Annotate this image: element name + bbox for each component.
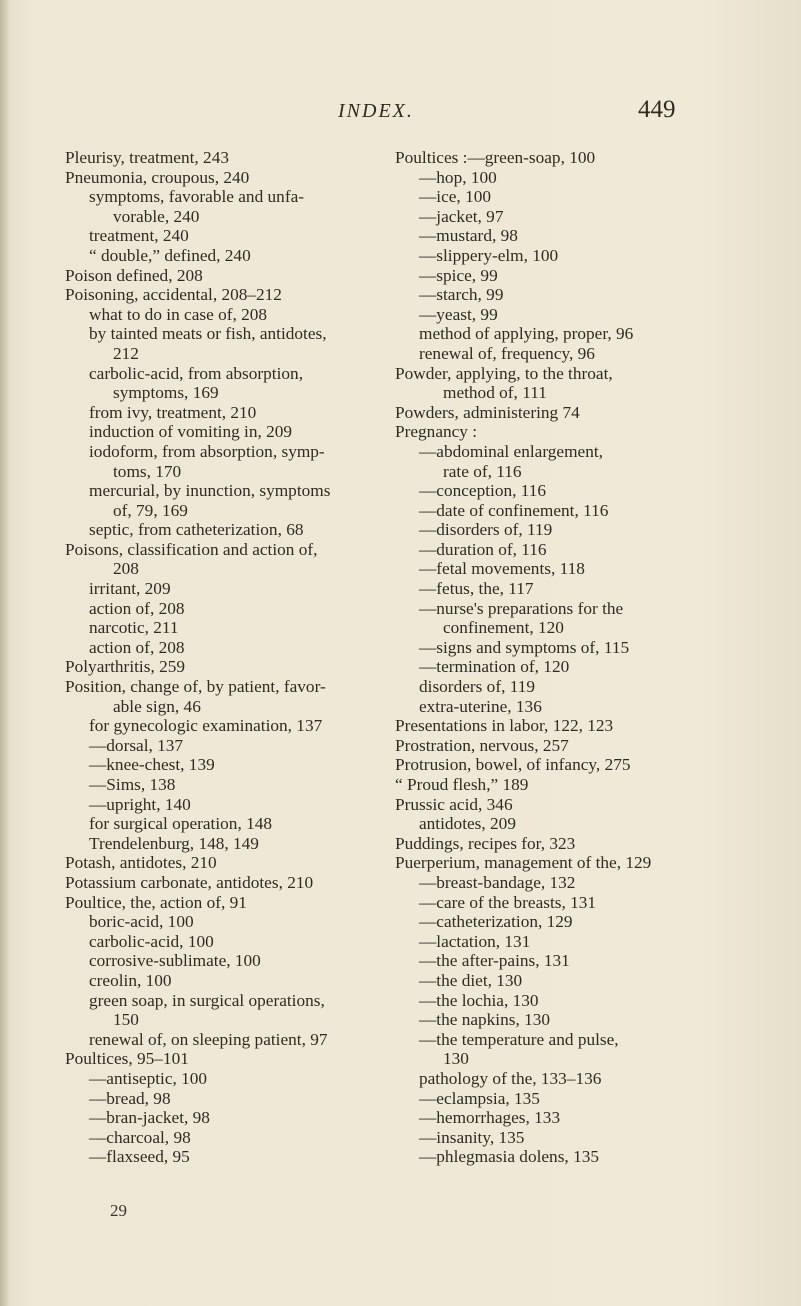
- index-entry: action of, 208: [89, 637, 185, 657]
- index-entry: septic, from catheterization, 68: [89, 520, 304, 540]
- index-entry: —fetus, the, 117: [419, 579, 534, 599]
- index-entry: able sign, 46: [113, 696, 201, 716]
- index-entry: Puddings, recipes for, 323: [395, 833, 576, 853]
- index-entry: —upright, 140: [89, 794, 191, 814]
- index-entry: for gynecologic examination, 137: [89, 716, 323, 736]
- running-header: [0, 96, 801, 134]
- index-entry: boric-acid, 100: [89, 912, 194, 932]
- index-entry: action of, 208: [89, 598, 185, 618]
- index-entry: —bran-jacket, 98: [89, 1108, 210, 1128]
- index-entry: creolin, 100: [89, 970, 172, 990]
- index-entry: method of, 111: [443, 383, 547, 403]
- index-entry: toms, 170: [113, 461, 182, 481]
- index-entry: Powders, administering 74: [395, 402, 580, 422]
- index-entry: symptoms, 169: [113, 383, 219, 403]
- index-entry: irritant, 209: [89, 579, 171, 599]
- index-column-right: [395, 148, 725, 1167]
- index-column-left: [65, 148, 377, 1167]
- index-entry: —termination of, 120: [419, 657, 570, 677]
- index-entry: —care of the breasts, 131: [419, 892, 597, 912]
- index-entry: induction of vomiting in, 209: [89, 422, 293, 442]
- index-entry: confinement, 120: [443, 618, 564, 638]
- index-entry: —breast-bandage, 132: [419, 872, 576, 892]
- index-entry: carbolic-acid, from absorption,: [89, 363, 304, 383]
- index-entry: Position, change of, by patient, favor-: [65, 677, 326, 697]
- index-entry: Poultices, 95–101: [65, 1049, 189, 1069]
- index-entry: Pregnancy :: [395, 422, 478, 442]
- index-entry: green soap, in surgical operations,: [89, 990, 325, 1010]
- index-entry: —dorsal, 137: [89, 735, 184, 755]
- page-gutter-shadow: [0, 0, 10, 1306]
- index-entry: 212: [113, 343, 139, 363]
- index-entry: treatment, 240: [89, 226, 189, 246]
- index-entry: —the after-pains, 131: [419, 951, 570, 971]
- index-entry: —starch, 99: [419, 285, 504, 305]
- index-entry: Poultices :—green-soap, 100: [395, 148, 596, 167]
- index-entry: —slippery-elm, 100: [419, 245, 559, 265]
- index-entry: —Sims, 138: [89, 775, 176, 794]
- index-entry: Poultice, the, action of, 91: [65, 892, 247, 912]
- index-entry: “ double,” defined, 240: [89, 245, 251, 265]
- index-entry: symptoms, favorable and unfa-: [89, 187, 304, 207]
- index-entry: Poisons, classification and action of,: [65, 539, 318, 559]
- index-entry: —eclampsia, 135: [419, 1088, 540, 1108]
- index-entry: —the lochia, 130: [419, 990, 539, 1010]
- index-entry: antidotes, 209: [419, 814, 516, 834]
- index-entry: —knee-chest, 139: [89, 755, 215, 775]
- index-entry: extra-uterine, 136: [419, 696, 542, 716]
- index-entry: —the diet, 130: [419, 970, 523, 990]
- index-entry: Polyarthritis, 259: [65, 657, 186, 677]
- index-entry: what to do in case of, 208: [89, 304, 268, 324]
- index-entry: —hemorrhages, 133: [419, 1108, 561, 1128]
- index-entry: mercurial, by inunction, symptoms: [89, 481, 331, 501]
- signature-mark: 29: [110, 1201, 127, 1220]
- index-entry: —disorders of, 119: [419, 520, 553, 540]
- index-entry: Prussic acid, 346: [395, 794, 513, 814]
- index-entry: —the napkins, 130: [419, 1010, 551, 1030]
- index-entry: —signs and symptoms of, 115: [419, 637, 630, 657]
- index-entry: —mustard, 98: [419, 226, 518, 246]
- index-entry: —insanity, 135: [419, 1127, 525, 1147]
- index-entry: —lactation, 131: [419, 931, 531, 951]
- index-entry: Protrusion, bowel, of infancy, 275: [395, 755, 631, 775]
- index-entry: Prostration, nervous, 257: [395, 735, 569, 755]
- index-entry: of, 79, 169: [113, 500, 188, 520]
- index-entry: —date of confinement, 116: [419, 500, 609, 520]
- index-entry: method of applying, proper, 96: [419, 324, 634, 344]
- index-entry: Potash, antidotes, 210: [65, 853, 217, 873]
- index-entry: Trendelenburg, 148, 149: [89, 833, 259, 853]
- index-entry: —nurse's preparations for the: [419, 598, 624, 618]
- index-entry: —yeast, 99: [419, 304, 498, 324]
- index-entry: for surgical operation, 148: [89, 814, 273, 834]
- index-entry: 150: [113, 1010, 139, 1030]
- index-entry: —abdominal enlargement,: [419, 441, 603, 461]
- index-entry: by tainted meats or fish, antidotes,: [89, 324, 327, 344]
- index-entry: Poisoning, accidental, 208–212: [65, 285, 282, 305]
- index-entry: —antiseptic, 100: [89, 1068, 208, 1088]
- index-entry: pathology of the, 133–136: [419, 1068, 602, 1088]
- index-entry: Powder, applying, to the throat,: [395, 363, 613, 383]
- index-entry: Pleurisy, treatment, 243: [65, 148, 229, 167]
- index-entry: Pneumonia, croupous, 240: [65, 167, 250, 187]
- index-entry: 208: [113, 559, 139, 579]
- index-entry: rate of, 116: [443, 461, 522, 481]
- index-entry: carbolic-acid, 100: [89, 931, 214, 951]
- index-entry: narcotic, 211: [89, 618, 179, 638]
- running-title: INDEX.: [338, 100, 414, 122]
- index-entry: vorable, 240: [113, 206, 200, 226]
- index-entry: —hop, 100: [419, 167, 497, 187]
- index-entry: —phlegmasia dolens, 135: [419, 1147, 599, 1167]
- index-entry: —duration of, 116: [419, 539, 547, 559]
- index-entry: Presentations in labor, 122, 123: [395, 716, 614, 736]
- index-entry: Potassium carbonate, antidotes, 210: [65, 872, 314, 892]
- index-entry: “ Proud flesh,” 189: [395, 775, 529, 794]
- index-entry: —conception, 116: [419, 481, 547, 501]
- index-entry: —jacket, 97: [419, 206, 504, 226]
- index-entry: Poison defined, 208: [65, 265, 203, 285]
- index-entry: —charcoal, 98: [89, 1127, 191, 1147]
- index-entry: —bread, 98: [89, 1088, 171, 1108]
- index-entry: 130: [443, 1049, 469, 1069]
- index-entry: —spice, 99: [419, 265, 498, 285]
- index-entry: iodoform, from absorption, symp-: [89, 441, 325, 461]
- index-entry: —catheterization, 129: [419, 912, 573, 932]
- index-entry: renewal of, on sleeping patient, 97: [89, 1029, 328, 1049]
- index-entry: —fetal movements, 118: [419, 559, 585, 579]
- index-entry: —flaxseed, 95: [89, 1147, 190, 1167]
- index-entry: disorders of, 119: [419, 677, 535, 697]
- index-entry: Puerperium, management of the, 129: [395, 853, 652, 873]
- page-number: 449: [638, 96, 676, 123]
- index-entry: renewal of, frequency, 96: [419, 343, 595, 363]
- index-entry: —ice, 100: [419, 187, 491, 207]
- index-entry: from ivy, treatment, 210: [89, 402, 257, 422]
- index-entry: corrosive-sublimate, 100: [89, 951, 261, 971]
- index-entry: —the temperature and pulse,: [419, 1029, 619, 1049]
